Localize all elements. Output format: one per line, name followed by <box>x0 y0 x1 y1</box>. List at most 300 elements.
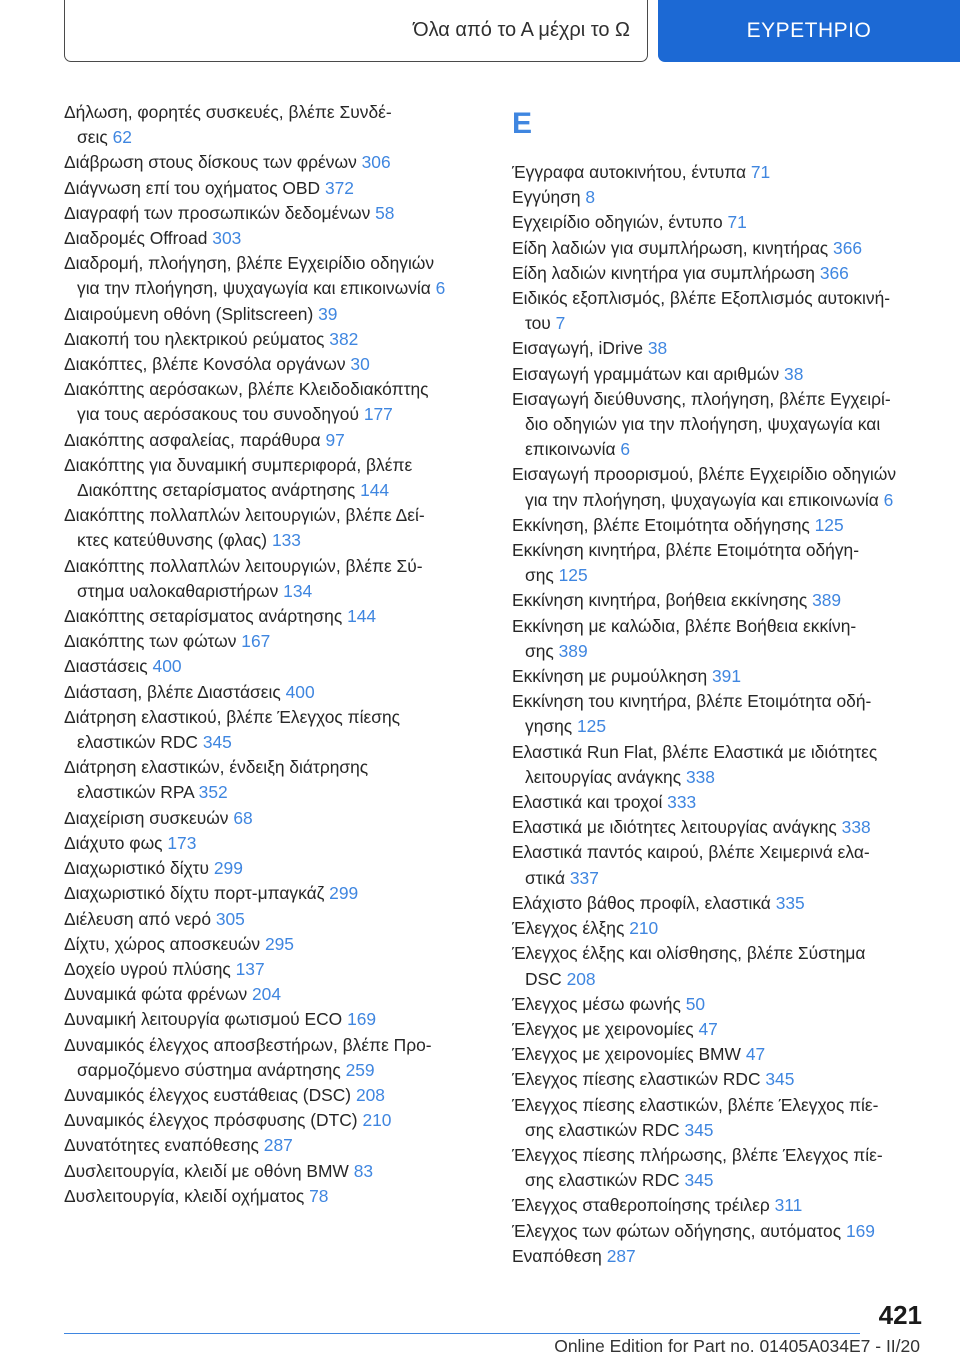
index-entry-text: Δυναμικός έλεγχος αποσβεστήρων, βλέπε Προ- <box>64 1034 432 1055</box>
index-entry-term <box>64 833 196 853</box>
index-entry <box>512 286 932 336</box>
index-entry-text: σαρμοζόμενο σύστημα ανάρτησης <box>77 1059 341 1080</box>
page-reference-link[interactable]: 299 <box>213 858 243 879</box>
index-entry <box>64 1108 484 1133</box>
index-entry <box>512 815 932 840</box>
index-entry-term-continuation <box>512 866 932 891</box>
page-reference-link[interactable]: 208 <box>566 968 596 989</box>
index-entry <box>64 629 484 654</box>
index-entry-text: Διακόπτες, βλέπε Κονσόλα οργάνων <box>64 354 346 375</box>
index-entry-text: Εκκίνηση κινητήρα, βοήθεια εκκίνησης <box>512 590 808 611</box>
index-entry <box>512 185 932 210</box>
page-reference-link[interactable]: 173 <box>167 832 197 853</box>
index-entry-text: Δυναμικός έλεγχος πρόσφυσης (DTC) <box>64 1110 358 1131</box>
index-entry-term <box>64 707 400 727</box>
page-reference-link[interactable]: 337 <box>569 867 599 888</box>
index-entry <box>64 352 484 377</box>
index-entry <box>64 831 484 856</box>
page-reference-link[interactable]: 97 <box>325 429 345 450</box>
index-entry-text: του <box>525 313 551 334</box>
index-entry <box>512 210 932 235</box>
index-entry-term <box>64 1085 385 1105</box>
index-entry-text: Εκκίνηση, βλέπε Ετοιμότητα οδήγησης <box>512 514 810 535</box>
page-reference-link[interactable]: 47 <box>698 1018 718 1039</box>
page-reference-link[interactable]: 78 <box>309 1185 329 1206</box>
index-entry-text: λειτουργίας ανάγκης <box>525 766 682 787</box>
index-entry-term <box>512 389 891 409</box>
index-entry <box>512 462 932 512</box>
index-entry-term-continuation <box>512 1168 932 1193</box>
index-entry-text: Εισαγωγή διεύθυνσης, πλοήγηση, βλέπε Εγχειρί- <box>512 388 891 409</box>
index-entry <box>64 1159 484 1184</box>
index-entry <box>512 1093 932 1143</box>
page-reference-link[interactable]: 71 <box>727 212 747 233</box>
index-entry-term <box>64 682 315 702</box>
index-entry-term <box>512 1145 883 1165</box>
index-entry <box>512 689 932 739</box>
index-entry-text: Διακόπτης αερόσακων, βλέπε Κλειδοδιακόπτης <box>64 379 429 400</box>
page-reference-link[interactable]: 303 <box>212 228 242 249</box>
index-entry-text: Ελαστικά και τροχοί <box>512 792 663 813</box>
index-entry-text: στημα υαλοκαθαριστήρων <box>77 580 279 601</box>
section-letter-heading: E <box>512 107 533 140</box>
index-entry <box>512 614 932 664</box>
page-reference-link[interactable]: 305 <box>215 908 245 929</box>
page-reference-link[interactable]: 8 <box>585 187 596 208</box>
index-entry <box>64 503 484 553</box>
index-entry <box>64 755 484 805</box>
tab-all-a-to-z-label: Όλα από το Α μέχρι το Ω <box>413 19 630 41</box>
index-entry-text: Έλεγχος με χειρονομίες BMW <box>512 1044 741 1065</box>
index-entry <box>64 428 484 453</box>
index-entry-term-continuation <box>512 311 932 336</box>
index-entry-term <box>64 808 253 828</box>
index-entry-term <box>512 1246 636 1266</box>
page-reference-link[interactable]: 30 <box>350 354 370 375</box>
index-entry-term <box>512 464 896 484</box>
index-entry <box>64 251 484 301</box>
index-entry-text: Εισαγωγή προορισμού, βλέπε Εγχειρίδιο οδηγιών <box>512 464 897 485</box>
index-entry-text: Διακόπτης σεταρίσματος ανάρτησης <box>77 480 356 501</box>
index-entry-term <box>64 1110 391 1130</box>
page-reference-link[interactable]: 400 <box>152 656 182 677</box>
index-entry-term-continuation <box>512 639 932 664</box>
page-reference-link[interactable]: 6 <box>620 439 631 460</box>
index-entry <box>64 907 484 932</box>
index-entry-text: Εγγύηση <box>512 187 581 208</box>
index-entry-term <box>64 883 358 903</box>
index-entry-term <box>512 590 841 610</box>
footer-edition-text: Online Edition for Part no. 01405A034E7 - II/20 <box>554 1336 920 1356</box>
index-entry-term <box>64 203 394 223</box>
index-entry <box>512 1193 932 1218</box>
index-entry-term <box>512 187 595 207</box>
page-reference-link[interactable]: 50 <box>685 993 706 1014</box>
index-entry-text: Διαστάσεις <box>64 656 148 677</box>
footer-divider <box>64 1333 860 1334</box>
index-entry-text: Εισαγωγή, iDrive <box>512 338 643 359</box>
index-entry-text: Διακόπτης σεταρίσματος ανάρτησης <box>64 606 343 627</box>
index-entry-term-continuation <box>64 730 484 755</box>
index-entry-term <box>64 984 281 1004</box>
index-entry-term <box>64 505 425 525</box>
index-entry-term <box>64 757 368 777</box>
index-entry <box>512 1143 932 1193</box>
index-entry-text: Ειδικός εξοπλισμός, βλέπε Εξοπλισμός αυτοκινή- <box>512 288 891 309</box>
page-reference-link[interactable]: 400 <box>285 681 315 702</box>
page-reference-link[interactable]: 125 <box>814 514 844 535</box>
index-entry <box>64 1184 484 1209</box>
index-entry <box>64 327 484 352</box>
index-entry-text: Δυσλειτουργία, κλειδί οχήματος <box>64 1185 305 1206</box>
tab-index[interactable] <box>658 0 960 62</box>
index-entry-text: σης ελαστικών RDC <box>525 1170 680 1191</box>
index-entry <box>64 1133 484 1158</box>
index-entry-text: Διαχωριστικό δίχτυ πορτ-μπαγκάζ <box>64 883 325 904</box>
index-entry <box>512 941 932 991</box>
index-entry-text: Δυναμικός έλεγχος ευστάθειας (DSC) <box>64 1084 352 1105</box>
index-entry-term-continuation <box>64 579 484 604</box>
index-entry-text: γησης <box>525 716 573 737</box>
page-reference-link[interactable]: 311 <box>774 1195 803 1216</box>
index-entry-text: επικοινωνία <box>525 439 616 460</box>
index-entry-term <box>64 354 370 374</box>
index-entry-term <box>64 631 270 651</box>
tab-all-a-to-z[interactable] <box>64 0 648 62</box>
index-entry-term <box>512 212 747 232</box>
index-entry-text: Ελαστικά παντός καιρού, βλέπε Χειμερινά ελα- <box>512 842 870 863</box>
index-entry-text: Εκκίνηση με καλώδια, βλέπε Βοήθεια εκκίνη- <box>512 615 857 636</box>
index-entry-text: Εκκίνηση με ρυμούλκηση <box>512 666 708 687</box>
index-entry-term <box>64 1009 376 1029</box>
page-reference-link[interactable]: 382 <box>329 328 359 349</box>
index-entry-text: Εισαγωγή γραμμάτων και αριθμών <box>512 363 780 384</box>
index-entry-text: για τους αερόσακους του συνοδηγού <box>77 404 359 425</box>
page-reference-link[interactable]: 333 <box>667 792 697 813</box>
index-entry-term <box>64 455 412 475</box>
index-entry-text: σεις <box>77 127 108 148</box>
index-entry <box>512 840 932 890</box>
page-reference-link[interactable]: 38 <box>647 338 668 359</box>
index-entry-text: Διαδρομές Offroad <box>64 228 208 249</box>
page-reference-link[interactable]: 133 <box>271 530 301 551</box>
index-entry <box>64 1007 484 1032</box>
index-entry <box>64 554 484 604</box>
index-entry-term <box>64 152 391 172</box>
index-entry-text: Είδη λαδιών κινητήρα για συμπλήρωση <box>512 262 815 283</box>
page-reference-link[interactable]: 287 <box>606 1245 636 1266</box>
index-entry-text: ελαστικών RPA <box>77 782 194 803</box>
index-entry-term <box>512 1095 878 1115</box>
index-entry-term-continuation <box>64 125 484 150</box>
index-entry <box>64 705 484 755</box>
index-entry-term <box>512 515 844 535</box>
index-entry-text: Έλεγχος πίεσης ελαστικών RDC <box>512 1069 761 1090</box>
page-reference-link[interactable]: 125 <box>577 716 607 737</box>
index-entry <box>64 226 484 251</box>
page-reference-link[interactable]: 68 <box>233 807 253 828</box>
page-reference-link[interactable]: 169 <box>347 1009 377 1030</box>
index-entry-text: Έλεγχος μέσω φωνής <box>512 993 681 1014</box>
index-entry-term <box>64 379 429 399</box>
index-entry-text: Διάγνωση επί του οχήματος OBD <box>64 177 321 198</box>
index-entry <box>64 957 484 982</box>
index-entry-text: Διακόπτης για δυναμική συμπεριφορά, βλέπε <box>64 454 413 475</box>
index-entry-term <box>512 1019 718 1039</box>
page-reference-link[interactable]: 366 <box>833 237 863 258</box>
index-entry-text: Διάχυτο φως <box>64 832 163 853</box>
index-entry-text: Δυναμική λειτουργία φωτισμού ECO <box>64 1009 343 1030</box>
index-entry-term <box>512 338 667 358</box>
index-entry-text: Διάτρηση ελαστικών, ένδειξη διάτρησης <box>64 757 369 778</box>
index-entry-text: Διάτρηση ελαστικού, βλέπε Έλεγχος πίεσης <box>64 706 401 727</box>
page-reference-link[interactable]: 210 <box>629 918 659 939</box>
page-reference-link[interactable]: 39 <box>318 303 338 324</box>
page-reference-link[interactable]: 177 <box>363 404 393 425</box>
index-entry-text: για την πλοήγηση, ψυχαγωγία και επικοινωνία <box>525 489 879 510</box>
page-reference-link[interactable]: 38 <box>784 363 804 384</box>
index-entry-term <box>64 329 358 349</box>
index-entry <box>512 336 932 361</box>
index-entry-term-continuation <box>64 402 484 427</box>
index-entry-term <box>512 1044 765 1064</box>
index-entry-term <box>64 430 345 450</box>
index-entry-text: Διάσταση, βλέπε Διαστάσεις <box>64 681 281 702</box>
page-reference-link[interactable]: 345 <box>202 732 232 753</box>
index-entry <box>512 664 932 689</box>
index-entry-term-continuation <box>512 563 932 588</box>
index-entry <box>512 1042 932 1067</box>
index-entry-list <box>512 160 932 1269</box>
index-entry-text: Διακόπτης πολλαπλών λειτουργιών, βλέπε Δεί- <box>64 505 425 526</box>
page-header <box>0 0 960 70</box>
index-entry-term <box>512 893 805 913</box>
index-entry-term-continuation <box>512 1118 932 1143</box>
index-entry-term-continuation <box>64 276 484 301</box>
page-reference-link[interactable]: 144 <box>347 606 377 627</box>
index-entry <box>512 588 932 613</box>
index-entry <box>512 160 932 185</box>
page-reference-link[interactable]: 306 <box>361 152 391 173</box>
index-entry <box>512 362 932 387</box>
index-entry-term <box>64 178 354 198</box>
index-entry-term <box>512 288 890 308</box>
index-entry-text: Έλεγχος έλξης <box>512 918 625 939</box>
index-entry-text: DSC <box>525 968 562 989</box>
page-reference-link[interactable]: 338 <box>685 766 715 787</box>
page-reference-link[interactable]: 6 <box>883 489 894 510</box>
index-entry-text: σης <box>525 640 554 661</box>
index-entry <box>64 100 484 150</box>
page-reference-link[interactable]: 7 <box>555 313 566 334</box>
index-entry <box>512 1244 932 1269</box>
index-entry-text: ελαστικών RDC <box>77 732 198 753</box>
index-entry-text: Διέλευση από νερό <box>64 908 211 929</box>
index-entry-term <box>64 1135 293 1155</box>
index-entry-term-continuation <box>64 780 484 805</box>
page-reference-link[interactable]: 259 <box>345 1059 375 1080</box>
index-entry-term <box>512 994 705 1014</box>
index-entry-text: Διαχείριση συσκευών <box>64 807 229 828</box>
page-reference-link[interactable]: 47 <box>745 1044 766 1065</box>
index-entry-term-continuation <box>512 437 932 462</box>
page-reference-link[interactable]: 345 <box>684 1170 714 1191</box>
index-entry <box>64 881 484 906</box>
index-entry-term <box>64 1035 432 1055</box>
index-entry-term <box>64 304 337 324</box>
page-reference-link[interactable]: 295 <box>264 933 294 954</box>
index-entry-text: Διακόπτης των φώτων <box>64 631 237 652</box>
index-entry-term <box>512 238 862 258</box>
index-entry-term-continuation <box>64 478 484 503</box>
index-entry <box>512 790 932 815</box>
index-entry-term <box>512 918 658 938</box>
index-column-right <box>512 100 932 1269</box>
index-entry-term-continuation <box>512 488 932 513</box>
index-entry-term-continuation <box>64 528 484 553</box>
index-entry <box>64 453 484 503</box>
index-entry <box>64 856 484 881</box>
page-number: 421 <box>878 1300 922 1330</box>
index-entry-term <box>512 162 770 182</box>
index-entry-text: Έγγραφα αυτοκινήτου, έντυπα <box>512 162 747 182</box>
index-entry-term <box>64 1186 328 1206</box>
index-entry-term-continuation <box>512 412 932 437</box>
page-reference-link[interactable]: 125 <box>558 565 588 586</box>
index-entry <box>64 654 484 679</box>
index-entry-term <box>512 943 865 963</box>
index-entry-term <box>512 1221 875 1241</box>
index-entry <box>64 806 484 831</box>
page-reference-link[interactable]: 204 <box>251 984 281 1005</box>
page-reference-link[interactable]: 169 <box>845 1220 875 1241</box>
page-reference-link[interactable]: 299 <box>329 883 359 904</box>
index-entry-text: Έλεγχος έλξης και ολίσθησης, βλέπε Σύστημα <box>512 943 866 964</box>
index-entry <box>64 1083 484 1108</box>
index-entry-term <box>512 263 849 283</box>
index-column-left <box>64 100 484 1209</box>
index-entry <box>512 1017 932 1042</box>
index-entry <box>512 891 932 916</box>
page-reference-link[interactable]: 83 <box>353 1160 374 1181</box>
index-entry-text: Έλεγχος σταθεροποίησης τρέιλερ <box>512 1195 770 1216</box>
index-entry-text: Διακόπτης πολλαπλών λειτουργιών, βλέπε Σύ- <box>64 555 423 576</box>
index-entry-text: στικά <box>525 867 566 888</box>
page-reference-link[interactable]: 134 <box>283 580 313 601</box>
page-reference-link[interactable]: 137 <box>235 958 265 979</box>
index-entry <box>64 302 484 327</box>
index-entry-text: Διακοπή του ηλεκτρικού ρεύματος <box>64 328 325 349</box>
index-entry <box>64 150 484 175</box>
index-entry-term <box>64 934 294 954</box>
index-entry-text: κτες κατεύθυνσης (φλας) <box>77 530 268 551</box>
index-entry-text: Έλεγχος με χειρονομίες <box>512 1018 694 1039</box>
index-entry-text: Ελαστικά με ιδιότητες λειτουργίας ανάγκης <box>512 817 837 838</box>
index-entry-term <box>512 616 856 636</box>
page-reference-link[interactable]: 352 <box>198 782 228 803</box>
page-reference-link[interactable]: 335 <box>775 892 805 913</box>
index-entry-term <box>64 606 376 626</box>
index-entry-text: Δήλωση, φορητές συσκευές, βλέπε Συνδέ- <box>64 102 392 122</box>
index-entry-term <box>64 556 423 576</box>
page-reference-link[interactable]: 210 <box>362 1110 392 1131</box>
index-entry-text: Διακόπτης ασφαλείας, παράθυρα <box>64 429 321 450</box>
page-reference-link[interactable]: 345 <box>684 1119 714 1140</box>
index-entry-text: Διαδρομή, πλοήγηση, βλέπε Εγχειρίδιο οδηγιών <box>64 253 435 274</box>
index-entry-text: Διαγραφή των προσωπικών δεδομένων <box>64 202 371 223</box>
index-entry-term <box>512 1195 802 1215</box>
page-reference-link[interactable]: 338 <box>841 817 871 838</box>
page-reference-link[interactable]: 287 <box>263 1135 293 1156</box>
index-entry-text: Δυναμικά φώτα φρένων <box>64 984 248 1005</box>
index-entry-text: Δυσλειτουργία, κλειδί με οθόνη BMW <box>64 1160 349 1181</box>
page-reference-link[interactable]: 345 <box>765 1069 795 1090</box>
index-entry-text: Δοχείο υγρού πλύσης <box>64 958 231 979</box>
index-entry <box>512 387 932 463</box>
index-entry-text: Δυνατότητες εναπόθεσης <box>64 1135 259 1156</box>
index-entry-term <box>64 959 265 979</box>
index-entry-term <box>512 1069 794 1089</box>
index-entry <box>64 932 484 957</box>
index-entry-term <box>64 909 245 929</box>
page-reference-link[interactable]: 389 <box>558 640 588 661</box>
index-entry <box>512 513 932 538</box>
page-reference-link[interactable]: 6 <box>435 278 446 299</box>
index-entry-term <box>512 691 871 711</box>
page-reference-link[interactable]: 62 <box>112 127 132 148</box>
index-entry <box>512 261 932 286</box>
page-reference-link[interactable]: 167 <box>241 631 271 652</box>
index-entry-term <box>64 228 241 248</box>
index-entry <box>64 201 484 226</box>
index-entry-term-continuation <box>512 967 932 992</box>
index-entry-text: σης ελαστικών RDC <box>525 1119 680 1140</box>
page-reference-link[interactable]: 208 <box>355 1084 385 1105</box>
index-entry <box>512 916 932 941</box>
index-entry-term <box>512 792 696 812</box>
index-entry-term <box>512 666 741 686</box>
index-entry-term-continuation <box>512 765 932 790</box>
tab-index-label: ΕΥΡΕΤΗΡΙΟ <box>746 19 872 42</box>
index-entry-text: Έλεγχος πίεσης ελαστικών, βλέπε Έλεγχος πίε- <box>512 1094 879 1115</box>
index-entry-text: Εκκίνηση του κινητήρα, βλέπε Ετοιμότητα οδή- <box>512 691 872 712</box>
index-entry-text: Εναπόθεση <box>512 1245 602 1266</box>
index-entry <box>64 176 484 201</box>
index-entry-term-continuation <box>64 1058 484 1083</box>
page-reference-link[interactable]: 144 <box>360 480 390 501</box>
page-reference-link[interactable]: 58 <box>375 202 395 223</box>
page-reference-link[interactable]: 372 <box>324 177 354 198</box>
index-entry <box>64 1033 484 1083</box>
index-entry <box>512 992 932 1017</box>
index-entry-text: σης <box>525 565 554 586</box>
index-entry <box>64 604 484 629</box>
index-entry-text: Είδη λαδιών για συμπλήρωση, κινητήρας <box>512 237 829 258</box>
page-reference-link[interactable]: 71 <box>750 162 771 182</box>
index-entry-text: Δίχτυ, χώρος αποσκευών <box>64 933 261 954</box>
index-entry <box>64 982 484 1007</box>
index-entry <box>512 538 932 588</box>
index-entry-text: Εγχειρίδιο οδηγιών, έντυπο <box>512 212 723 233</box>
index-entry-term <box>512 842 870 862</box>
page-reference-link[interactable]: 391 <box>711 666 741 687</box>
index-entry-term <box>64 253 434 273</box>
index-entry-term <box>512 742 877 762</box>
index-entry-term <box>512 540 859 560</box>
page-reference-link[interactable]: 389 <box>812 590 842 611</box>
page-reference-link[interactable]: 366 <box>819 262 849 283</box>
index-entry <box>512 740 932 790</box>
